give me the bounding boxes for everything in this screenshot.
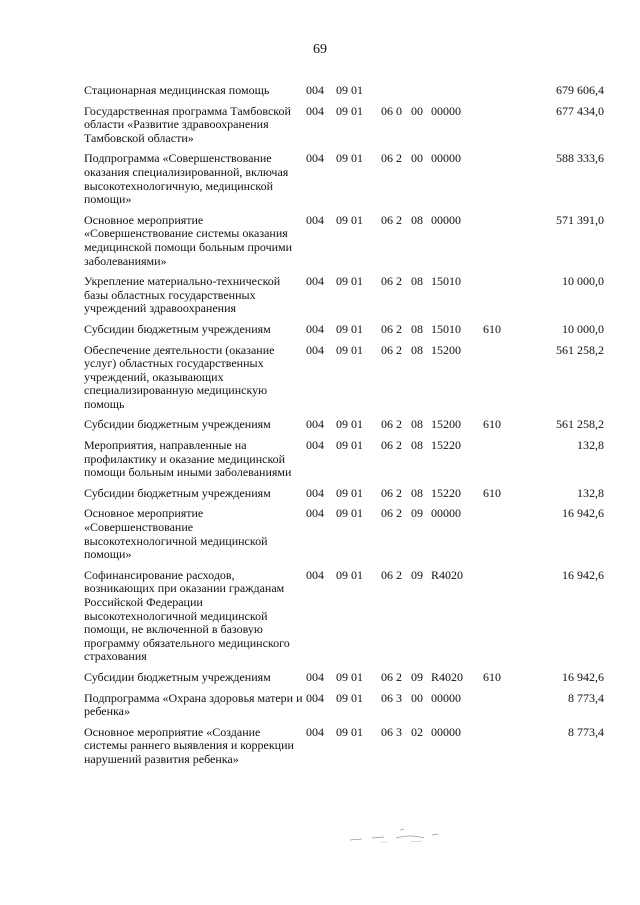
row-name: Субсидии бюджетным учреждениям [84,321,271,336]
row-ministry-code: 004 [306,83,324,97]
row-activity-code: 09 [411,506,423,521]
row-ministry-code: 004 [306,321,324,336]
row-ministry-code: 004 [306,212,324,227]
row-amount: 561 258,2 [556,342,604,357]
table-row [84,432,604,480]
row-activity-code: 08 [411,485,423,500]
table-row [84,145,604,206]
row-name: Софинансирование расходов, возникающих при оказании гражданам Российской Федерации высокотехнологичной медицинской помощи, не включенной в базовую программу обязательного медицинского страхования [84,567,290,664]
row-activity-code: 00 [411,690,423,705]
row-amount: 8 773,4 [568,724,604,739]
table-row [84,411,604,432]
row-direction-code: 15220 [431,438,461,453]
row-section-code: 09 01 [336,669,363,684]
row-subprogram-code: 2 [396,212,402,227]
row-direction-code: 00000 [431,724,461,739]
row-program-code: 06 [381,669,393,684]
row-amount: 10 000,0 [562,321,604,336]
row-expense-type-code [483,268,518,316]
row-program-code: 06 [381,506,393,521]
row-direction-code: 00000 [431,506,461,521]
row-expense-type-code [483,562,518,664]
row-expense-type-code [483,719,518,767]
row-name: Подпрограмма «Совершенствование оказания специализированной, включая высокотехнологичную, медицинской помощи» [84,151,289,207]
row-ministry-code: 004 [306,669,324,684]
row-amount: 132,8 [577,438,604,453]
row-ministry-code: 004 [306,438,324,453]
row-amount: 571 391,0 [556,212,604,227]
row-amount: 132,8 [577,485,604,500]
row-ministry-code: 004 [306,342,324,357]
row-direction-code: 15220 [431,485,461,500]
row-direction-code: 15010 [431,274,461,289]
row-amount: 588 333,6 [556,151,604,166]
table-row [84,207,604,268]
row-activity-code: 00 [411,103,423,118]
budget-rows [84,84,604,767]
row-direction-code: 15010 [431,321,461,336]
row-program-code: 06 [381,438,393,453]
row-program-code: 06 [381,321,393,336]
row-program-code: 06 [381,417,393,432]
row-ministry-code: 004 [306,690,324,705]
row-section-code: 09 01 [336,567,363,582]
row-program-code: 06 [381,212,393,227]
row-section-code: 09 01 [336,83,363,97]
row-activity-code [411,84,431,98]
row-program-code [381,84,396,98]
row-name: Основное мероприятие «Создание системы раннего выявления и коррекции нарушений развития ребенка» [84,724,294,766]
row-name: Субсидии бюджетным учреждениям [84,485,271,500]
row-expense-type-code [483,98,518,146]
row-activity-code: 08 [411,212,423,227]
row-subprogram-code: 2 [396,274,402,289]
row-subprogram-code [396,84,411,98]
row-amount: 679 606,4 [556,83,604,97]
row-direction-code: 00000 [431,212,461,227]
row-direction-code: R4020 [431,567,464,582]
table-row [84,664,604,685]
row-amount: 677 434,0 [556,103,604,118]
row-expense-type-code: 610 [483,417,501,432]
row-subprogram-code: 2 [396,438,402,453]
row-section-code: 09 01 [336,506,363,521]
budget-table [84,84,604,767]
row-activity-code: 08 [411,342,423,357]
row-subprogram-code: 3 [396,690,402,705]
row-direction-code: R4020 [431,669,464,684]
row-section-code: 09 01 [336,274,363,289]
row-name: Субсидии бюджетным учреждениям [84,669,271,684]
table-row [84,685,604,719]
row-activity-code: 08 [411,438,423,453]
page-number: 69 [313,42,327,57]
table-row [84,500,604,561]
row-section-code: 09 01 [336,485,363,500]
row-name: Основное мероприятие «Совершенствование высокотехнологичной медицинской помощи» [84,506,268,562]
row-name: Обеспечение деятельности (оказание услуг) областных государственных учреждений, оказывающих специализированную медицинскую помощь [84,342,275,411]
row-section-code: 09 01 [336,690,363,705]
row-expense-type-code [483,84,518,98]
pen-scribble-mark [340,826,460,846]
row-direction-code: 00000 [431,690,461,705]
row-ministry-code: 004 [306,506,324,521]
row-program-code: 06 [381,567,393,582]
table-row [84,480,604,501]
row-activity-code: 09 [411,567,423,582]
row-subprogram-code: 2 [396,417,402,432]
row-direction-code: 00000 [431,151,461,166]
row-section-code: 09 01 [336,212,363,227]
row-activity-code: 09 [411,669,423,684]
row-section-code: 09 01 [336,438,363,453]
row-amount: 16 942,6 [562,669,604,684]
row-expense-type-code [483,145,518,206]
table-row [84,719,604,767]
row-name: Основное мероприятие «Совершенствование системы оказания медицинской помощи больным прочими заболеваниями» [84,212,293,268]
row-direction-code: 15200 [431,417,461,432]
table-row [84,268,604,316]
row-subprogram-code: 2 [396,485,402,500]
row-expense-type-code [483,685,518,719]
row-amount: 16 942,6 [562,506,604,521]
row-activity-code: 08 [411,274,423,289]
row-name: Субсидии бюджетным учреждениям [84,417,271,432]
row-program-code: 06 [381,724,393,739]
row-ministry-code: 004 [306,103,324,118]
row-activity-code: 08 [411,417,423,432]
row-amount: 16 942,6 [562,567,604,582]
row-section-code: 09 01 [336,321,363,336]
row-activity-code: 00 [411,151,423,166]
row-amount: 10 000,0 [562,274,604,289]
row-program-code: 06 [381,342,393,357]
row-name: Мероприятия, направленные на профилактику и оказание медицинской помощи больным иными заболеваниями [84,438,292,480]
row-subprogram-code: 2 [396,321,402,336]
row-section-code: 09 01 [336,342,363,357]
row-program-code: 06 [381,103,393,118]
row-program-code: 06 [381,485,393,500]
row-subprogram-code: 3 [396,724,402,739]
row-subprogram-code: 0 [396,103,402,118]
table-row [84,84,604,98]
row-ministry-code: 004 [306,417,324,432]
row-direction-code: 15200 [431,342,461,357]
row-activity-code: 08 [411,321,423,336]
row-subprogram-code: 2 [396,151,402,166]
row-activity-code: 02 [411,724,423,739]
row-expense-type-code: 610 [483,485,501,500]
row-subprogram-code: 2 [396,342,402,357]
row-name: Укрепление материально-технической базы областных государственных учреждений здравоохранения [84,274,281,316]
row-subprogram-code: 2 [396,506,402,521]
table-row [84,316,604,337]
row-direction-code [431,84,483,98]
row-direction-code: 00000 [431,103,461,118]
row-name: Стационарная медицинская помощь [84,83,270,97]
row-expense-type-code: 610 [483,321,501,336]
row-amount: 8 773,4 [568,690,604,705]
row-ministry-code: 004 [306,274,324,289]
row-amount: 561 258,2 [556,417,604,432]
row-program-code: 06 [381,690,393,705]
row-program-code: 06 [381,151,393,166]
row-expense-type-code [483,432,518,480]
row-ministry-code: 004 [306,567,324,582]
row-ministry-code: 004 [306,151,324,166]
row-section-code: 09 01 [336,417,363,432]
row-program-code: 06 [381,274,393,289]
row-expense-type-code [483,207,518,268]
table-row [84,98,604,146]
row-section-code: 09 01 [336,724,363,739]
row-name: Подпрограмма «Охрана здоровья матери и ребенка» [84,690,303,719]
row-subprogram-code: 2 [396,567,402,582]
row-expense-type-code [483,337,518,412]
row-expense-type-code: 610 [483,669,501,684]
row-name: Государственная программа Тамбовской области «Развитие здравоохранения Тамбовской области» [84,103,291,145]
row-ministry-code: 004 [306,485,324,500]
table-row [84,337,604,412]
row-subprogram-code: 2 [396,669,402,684]
row-expense-type-code [483,500,518,561]
row-ministry-code: 004 [306,724,324,739]
row-section-code: 09 01 [336,151,363,166]
row-section-code: 09 01 [336,103,363,118]
table-row [84,562,604,664]
